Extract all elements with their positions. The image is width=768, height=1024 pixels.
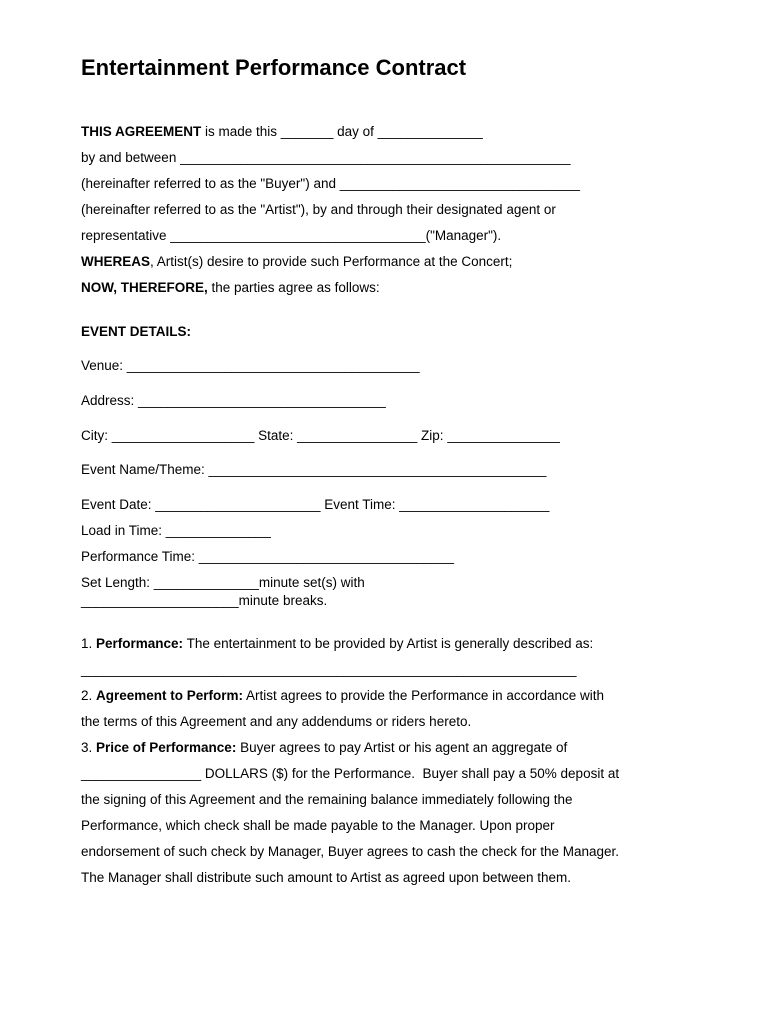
clause-3-heading: Price of Performance: xyxy=(96,740,237,755)
venue-field: Venue: _______________________________________ xyxy=(81,358,420,373)
clause-2-agreement xyxy=(81,688,604,704)
whereas-text: , Artist(s) desire to provide such Performance at the Concert; xyxy=(150,254,513,269)
intro-line-manager: representative __________________________________("Manager"). xyxy=(81,228,502,243)
clause-2-heading: Agreement to Perform: xyxy=(96,688,244,703)
agreement-bold: THIS AGREEMENT xyxy=(81,124,202,139)
whereas-bold: WHEREAS xyxy=(81,254,151,269)
clause-1-heading: Performance: xyxy=(96,636,184,651)
clause-3-line-4: Performance, which check shall be made payable to the Manager. Upon proper xyxy=(81,818,555,833)
load-in-time-field: Load in Time: ______________ xyxy=(81,523,271,538)
intro-line-artist: (hereinafter referred to as the "Artist"), by and through their designated agent or xyxy=(81,202,556,217)
therefore-line xyxy=(81,280,380,296)
performance-time-field: Performance Time: __________________________________ xyxy=(81,549,455,564)
clause-1-number: 1. xyxy=(81,636,97,651)
clause-1-text: The entertainment to be provided by Artist is generally described as: xyxy=(183,636,594,651)
therefore-text: the parties agree as follows: xyxy=(207,280,380,295)
agreement-text: is made this _______ day of ______________ xyxy=(201,124,483,139)
therefore-bold: NOW, THEREFORE, xyxy=(81,280,208,295)
clause-2-line-2: the terms of this Agreement and any addendums or riders hereto. xyxy=(81,714,472,729)
set-length-field: Set Length: ______________minute set(s) with xyxy=(81,575,365,590)
clause-1-blank-line: __________________________________________________________________ xyxy=(81,662,577,677)
clause-3-line-2: ________________ DOLLARS ($) for the Performance. Buyer shall pay a 50% deposit at xyxy=(81,766,620,781)
clause-3-price xyxy=(81,740,567,756)
intro-line-buyer: (hereinafter referred to as the "Buyer") and ________________________________ xyxy=(81,176,580,191)
minute-breaks-field: _____________________minute breaks. xyxy=(81,593,328,608)
event-details-heading: EVENT DETAILS: xyxy=(81,324,192,339)
clause-3-line-3: the signing of this Agreement and the remaining balance immediately following the xyxy=(81,792,573,807)
event-name-theme-field: Event Name/Theme: _____________________________________________ xyxy=(81,462,547,477)
document-title: Entertainment Performance Contract xyxy=(81,55,467,80)
event-date-time-field: Event Date: ______________________ Event Time: ____________________ xyxy=(81,497,550,512)
clause-3-text: Buyer agrees to pay Artist or his agent an aggregate of xyxy=(236,740,568,755)
clause-2-number: 2. xyxy=(81,688,97,703)
clause-3-line-5: endorsement of such check by Manager, Buyer agrees to cash the check for the Manager. xyxy=(81,844,620,859)
clause-2-text: Artist agrees to provide the Performance in accordance with xyxy=(243,688,604,703)
city-state-zip-field: City: ___________________ State: ________________ Zip: _______________ xyxy=(81,428,560,443)
clause-3-line-6: The Manager shall distribute such amount to Artist as agreed upon between them. xyxy=(81,870,572,885)
address-field: Address: _________________________________ xyxy=(81,393,386,408)
intro-line-agreement xyxy=(81,124,483,140)
intro-line-between: by and between ____________________________________________________ xyxy=(81,150,571,165)
clause-1-performance xyxy=(81,636,593,652)
whereas-line xyxy=(81,254,512,270)
clause-3-number: 3. xyxy=(81,740,97,755)
